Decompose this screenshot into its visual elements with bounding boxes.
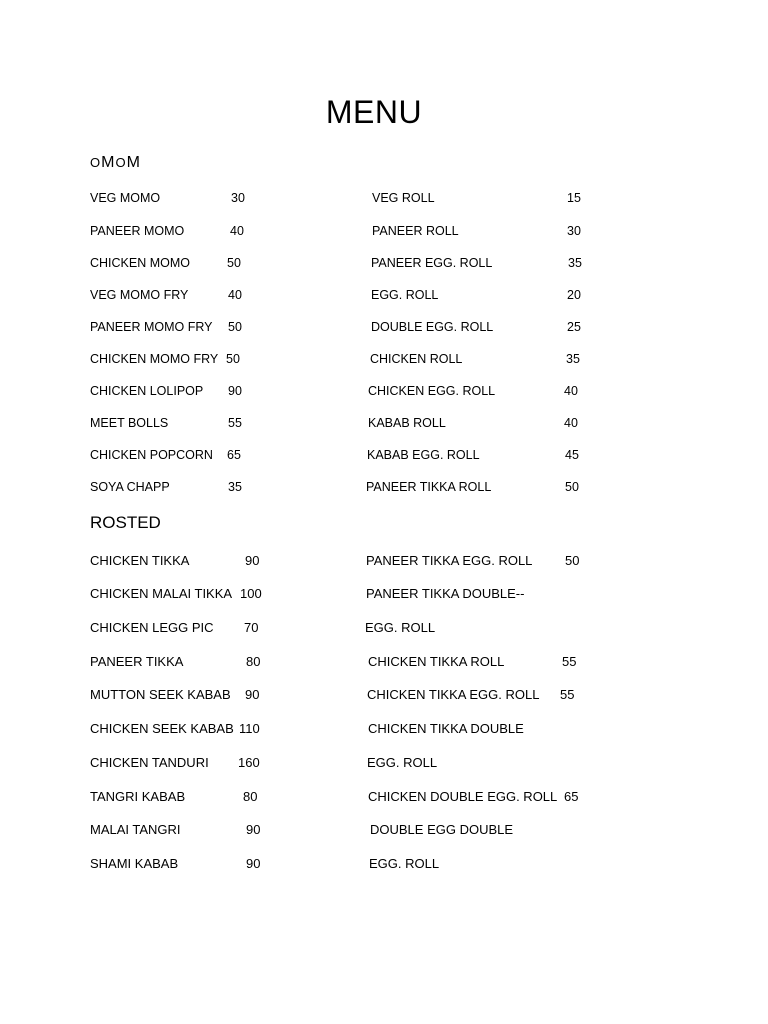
menu-item-name: DOUBLE EGG. ROLL (371, 320, 494, 334)
menu-item-name: VEG ROLL (372, 191, 435, 205)
menu-item-price: 25 (567, 320, 581, 334)
page-title: MENU (325, 94, 423, 130)
menu-item-price: 80 (243, 789, 258, 804)
menu-item-price: 65 (564, 789, 579, 804)
menu-item-name: VEG MOMO FRY (90, 288, 189, 302)
menu-item (367, 687, 575, 702)
menu-item-name: CHICKEN TIKKA (90, 553, 190, 568)
menu-item-name: PANEER ROLL (372, 224, 459, 238)
menu-item-price: 40 (564, 384, 578, 398)
menu-item-price: 15 (567, 191, 581, 205)
menu-item-name: PANEER TIKKA EGG. ROLL (366, 553, 533, 568)
menu-item-price: 35 (228, 480, 242, 494)
menu-item-name: MUTTON SEEK KABAB (90, 687, 231, 702)
menu-item-price: 70 (244, 620, 259, 635)
menu-item (368, 721, 524, 736)
menu-item-name: CHICKEN TIKKA EGG. ROLL (367, 687, 540, 702)
menu-item-name: SOYA CHAPP (90, 480, 170, 494)
menu-item-price: 45 (565, 448, 579, 462)
menu-item-price: 50 (227, 256, 241, 270)
menu-item-name: CHICKEN POPCORN (90, 448, 213, 462)
menu-item-name: PANEER MOMO FRY (90, 320, 213, 334)
menu-item-price: 35 (568, 256, 582, 270)
menu-item-price: 50 (565, 553, 580, 568)
heading-momo-part: O (90, 155, 102, 170)
menu-item-price: 90 (246, 822, 261, 837)
menu-item-name: EGG. ROLL (371, 288, 439, 302)
menu-item (366, 586, 524, 601)
menu-item-price: 50 (565, 480, 579, 494)
menu-item (365, 620, 435, 635)
menu-item-name: PANEER TIKKA DOUBLE-- (366, 586, 525, 601)
menu-item-price: 160 (238, 755, 260, 770)
menu-item-price: 30 (231, 191, 245, 205)
menu-item-name: MALAI TANGRI (90, 822, 181, 837)
menu-item-name: KABAB ROLL (368, 416, 446, 430)
menu-item-name: PANEER TIKKA (90, 654, 184, 669)
menu-item-name: CHICKEN LEGG PIC (90, 620, 214, 635)
menu-item (366, 553, 580, 568)
menu-item-price: 50 (226, 352, 240, 366)
menu-item-price: 90 (245, 553, 260, 568)
menu-item (370, 822, 513, 837)
menu-item-price: 55 (562, 654, 577, 669)
menu-item-name: CHICKEN MALAI TIKKA (90, 586, 233, 601)
menu-item-name: SHAMI KABAB (90, 856, 179, 871)
menu-item-name: PANEER TIKKA ROLL (366, 480, 492, 494)
menu-item-name: CHICKEN TIKKA DOUBLE (368, 721, 524, 736)
menu-item-name: EGG. ROLL (369, 856, 440, 871)
menu-item-name: EGG. ROLL (367, 755, 438, 770)
menu-item-price: 90 (246, 856, 261, 871)
menu-item-price: 100 (240, 586, 262, 601)
menu-item-price: 80 (246, 654, 261, 669)
heading-momo-part: M (101, 154, 116, 171)
menu-item-name: CHICKEN SEEK KABAB (90, 721, 234, 736)
menu-item-name: MEET BOLLS (90, 416, 169, 430)
menu-item-price: 90 (245, 687, 260, 702)
menu-item-name: CHICKEN LOLIPOP (90, 384, 204, 398)
menu-item-price: 40 (228, 288, 242, 302)
menu-item-name: CHICKEN EGG. ROLL (368, 384, 496, 398)
menu-item (368, 789, 579, 804)
menu-item-name: CHICKEN TIKKA ROLL (368, 654, 505, 669)
menu-item (368, 654, 577, 669)
menu-item (369, 856, 439, 871)
menu-item-name: CHICKEN ROLL (370, 352, 463, 366)
menu-item-price: 110 (239, 721, 260, 736)
menu-item-name: PANEER EGG. ROLL (371, 256, 493, 270)
menu-item-price: 35 (566, 352, 580, 366)
menu-item-name: CHICKEN MOMO (90, 256, 190, 270)
menu-item-name: TANGRI KABAB (90, 789, 186, 804)
menu-item-name: CHICKEN TANDURI (90, 755, 209, 770)
section-heading-rosted: ROSTED (90, 513, 161, 532)
menu-item-name: CHICKEN MOMO FRY (90, 352, 219, 366)
menu-item (367, 755, 437, 770)
menu-item-name: CHICKEN DOUBLE EGG. ROLL (368, 789, 558, 804)
menu-item-price: 40 (230, 224, 244, 238)
menu-item-price: 55 (228, 416, 242, 430)
menu-item-price: 55 (560, 687, 575, 702)
menu-item-name: KABAB EGG. ROLL (367, 448, 480, 462)
menu-item-price: 50 (228, 320, 242, 334)
menu-item-name: PANEER MOMO (90, 224, 185, 238)
menu-item-name: EGG. ROLL (365, 620, 436, 635)
heading-momo-part: O (115, 155, 127, 170)
menu-item-name: VEG MOMO (90, 191, 161, 205)
menu-item-price: 40 (564, 416, 578, 430)
heading-momo-part: M (126, 154, 141, 171)
menu-item-price: 20 (567, 288, 581, 302)
menu-item-price: 90 (228, 384, 242, 398)
menu-item-name: DOUBLE EGG DOUBLE (370, 822, 514, 837)
menu-item-price: 30 (567, 224, 581, 238)
menu-item-price: 65 (227, 448, 241, 462)
